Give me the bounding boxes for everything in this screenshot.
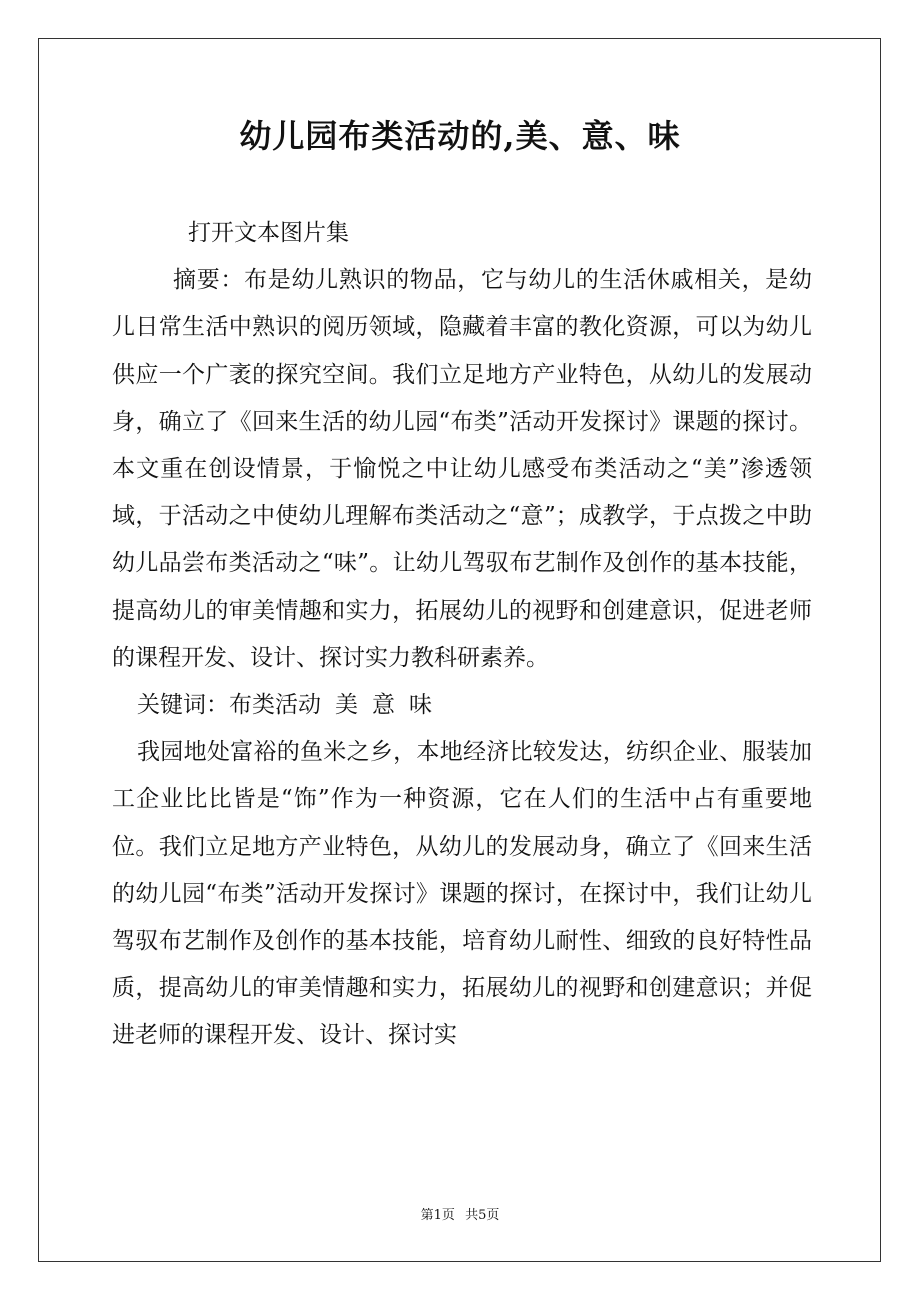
page-total: 共5页 — [465, 1208, 500, 1223]
keyword: 味 — [409, 692, 432, 719]
abstract-paragraph: 摘要：布是幼儿熟识的物品，它与幼儿的生活休戚相关，是幼儿日常生活中熟识的阅历领域，隐藏着丰富的教化资源，可以为幼儿供应一个广袤的探究空间。我们立足地方产业特色，从幼儿的发展动身，确立了《回来生活的幼儿园“布类”活动开发探讨》课题的探讨。本文重在创设情景，于愉悦之中让幼儿感受布类活动之“美”渗透领域，于活动之中使幼儿理解布类活动之“意”；成教学，于点拨之中助幼儿品尝布类活动之“味”。让幼儿驾驭布艺制作及创作的基本技能，提高幼儿的审美情趣和实力，拓展幼儿的视野和创建意识，促进老师的课程开发、设计、探讨实力教科研素养。 — [112, 267, 812, 671]
open-image-gallery-link[interactable]: 打开文本图片集 — [188, 220, 349, 246]
page-number: 第1页 — [420, 1208, 455, 1223]
keywords-label: 关键词： — [137, 692, 229, 719]
page-footer — [0, 1206, 920, 1226]
keywords-line — [112, 682, 812, 729]
keyword: 布类活动 — [229, 692, 321, 719]
keyword: 意 — [372, 692, 395, 719]
document-title: 幼儿园布类活动的,美、意、味 — [239, 117, 681, 155]
document-body — [112, 210, 812, 1060]
body-paragraph: 我园地处富裕的鱼米之乡，本地经济比较发达，纺织企业、服装加工企业比比皆是“饰”作为一种资源，它在人们的生活中占有重要地位。我们立足地方产业特色，从幼儿的发展动身，确立了《回来生活的幼儿园“布类”活动开发探讨》课题的探讨，在探讨中，我们让幼儿驾驭布艺制作及创作的基本技能，培育幼儿耐性、细致的良好特性品质，提高幼儿的审美情趣和实力，拓展幼儿的视野和创建意识；并促进老师的课程开发、设计、探讨实 — [112, 739, 812, 1049]
keyword: 美 — [335, 692, 358, 719]
